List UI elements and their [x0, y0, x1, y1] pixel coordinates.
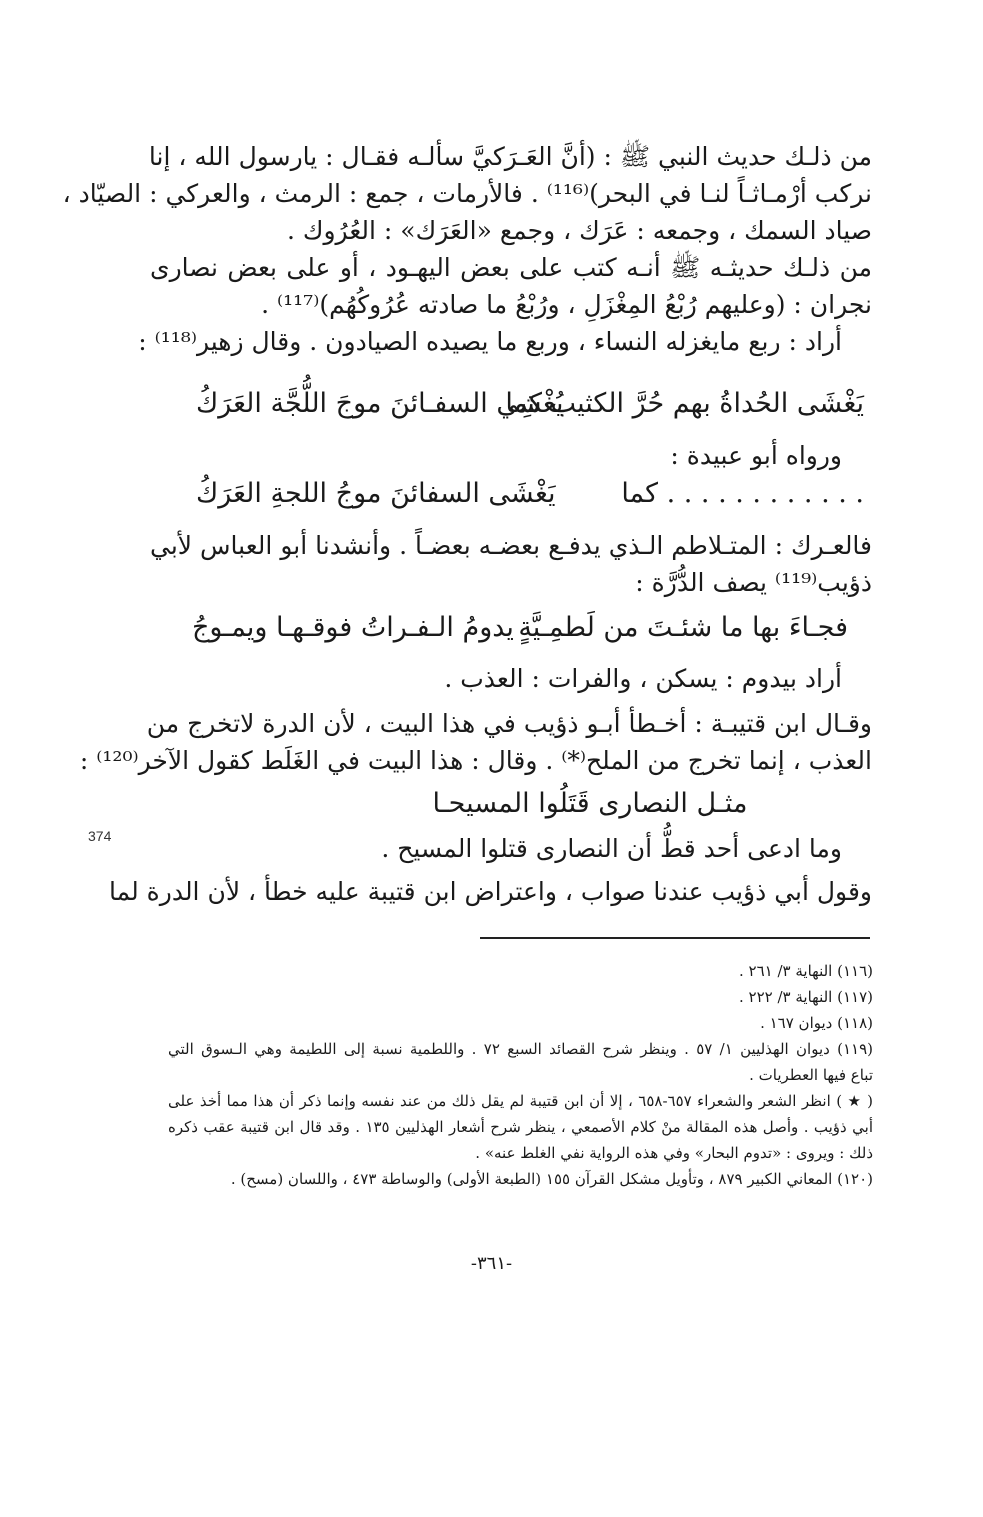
- verse-hemistich-left: يُغْشِي السفـائنَ موجَ اللُّجَّة العَرَكُ: [196, 388, 564, 419]
- text-line: أراد بيدوم : يسكن ، والفرات : العذب .: [444, 664, 842, 693]
- footnote-divider: [480, 937, 870, 939]
- verse-hemistich-right: . . . . . . . . . . . . كما: [621, 478, 864, 509]
- text-line: فالعـرك : المتـلاطم الـذي يدفـع بعضـه بعضـاً . وأنشدنا أبو العباس لأبي: [150, 531, 872, 560]
- footnote: تباع فيها العطريات .: [749, 1066, 873, 1084]
- text-line: ورواه أبو عبيدة :: [670, 441, 842, 470]
- text-line: العذب ، إنما تخرج من الملح⁽*⁾ . وقال : هذا البيت في الغَلَط كقول الآخر⁽¹²⁰⁾ :: [79, 746, 872, 775]
- text-line: نركب أرْمـاثـاً لنـا في البحر)⁽¹¹⁶⁾ . فالأرمات ، جمع : الرمث ، والعركي : الصيّاد ،: [62, 179, 872, 208]
- footnote: (١١٧) النهاية ٣/ ٢٢٢ .: [739, 988, 873, 1006]
- main-text: [62, 128, 872, 360]
- text-line: نجران : (وعليهم رُبْعُ المِغْزَلِ ، ورُبْعُ ما صادته عُرُوكُهُم)⁽¹¹⁷⁾ .: [261, 290, 872, 319]
- main-text: [79, 660, 872, 779]
- text-line: وقـال ابن قتيبـة : أخـطأ أبـو ذؤيب في هذا البيت ، لأن الدرة لاتخرج من: [146, 709, 872, 738]
- footnote: ( ★ ) انظر الشعر والشعراء ٦٥٧-٦٥٨ ، إلا أن ابن قتيبة لم يقل ذلك من عند نفسه وإنما ذكر أن هذا مما أخذ على: [168, 1092, 874, 1110]
- text-line: وما ادعى أحد قطُّ أن النصارى قتلوا المسيح .: [381, 834, 842, 863]
- verse-hemistich-left: يَغْشَى السفائنَ موجُ اللجةِ العَرَكُ: [196, 478, 556, 509]
- verse-line: [196, 388, 864, 428]
- footnotes: [168, 958, 873, 1192]
- main-text: [109, 830, 872, 910]
- footnote: (١١٩) ديوان الهذليين ١/ ٥٧ . وينظر شرح القصائد السبع ٧٢ . واللطمية نسبة إلى اللطيمة وهي الـسوق التي: [168, 1040, 873, 1058]
- text-line: صياد السمك ، وجمعه : عَرَك ، وجمع «العَرَك» : العُرُوك .: [286, 216, 872, 245]
- verse-line: [192, 612, 848, 652]
- text-line: من ذلـك حديث النبي ﷺ : (أنَّ العَـرَكيَّ سألـه فقـال : يارسول الله ، إنا: [148, 142, 872, 171]
- text-line: أراد : ربع مايغزله النساء ، وربع ما يصيده الصيادون . وقال زهير⁽¹¹⁸⁾ :: [138, 327, 842, 356]
- footnote: (١١٨) ديوان ١٦٧ .: [760, 1014, 873, 1032]
- side-page-number: 374: [88, 828, 112, 844]
- verse-hemistich-right: يَغْشَى الحُداةُ بهم حُرَّ الكثيب كما: [505, 388, 864, 419]
- footnote: أبي ذؤيب . وأصل هذه المقالة منْ كلام الأصمعي ، ينظر شرح أشعار الهذليين ١٣٥ . وقد قال ابن قتيبة عقب ذكره: [168, 1118, 873, 1136]
- footnote: (١٢٠) المعاني الكبير ٨٧٩ ، وتأويل مشكل القرآن ١٥٥ (الطبعة الأولى) والوساطة ٤٧٣ ، واللسان (مسح) .: [230, 1170, 873, 1188]
- footnote: (١١٦) النهاية ٣/ ٢٦١ .: [739, 962, 873, 980]
- verse-line: [360, 788, 820, 828]
- verse-hemistich-left: يدومُ الـفـراتُ فوقـهـا ويمـوجُ: [192, 612, 514, 643]
- verse-hemistich-right: فجـاءَ بها ما شئـتَ من لَطمِـيَّةٍ: [518, 612, 848, 643]
- text-line: ذؤيب⁽¹¹⁹⁾ يصف الدُّرَّة :: [635, 568, 872, 597]
- text-line: من ذلـك حديثـه ﷺ أنـه كتب على بعض اليهـود ، أو على بعض نصارى: [150, 253, 872, 282]
- verse-line: [196, 478, 864, 518]
- footnote: ذلك : ويروى : «تدوم البحار» وفي هذه الرواية نفي الغلط عنه» .: [475, 1144, 873, 1162]
- text-line: وقول أبي ذؤيب عندنا صواب ، واعتراض ابن قتيبة عليه خطأ ، لأن الدرة لما: [109, 877, 872, 906]
- main-text: [150, 527, 872, 601]
- main-text: [150, 437, 872, 474]
- page-number: -٣٦١-: [470, 1253, 513, 1274]
- verse-single: مثـل النصارى قَتَلُوا المسيحـا: [432, 788, 748, 819]
